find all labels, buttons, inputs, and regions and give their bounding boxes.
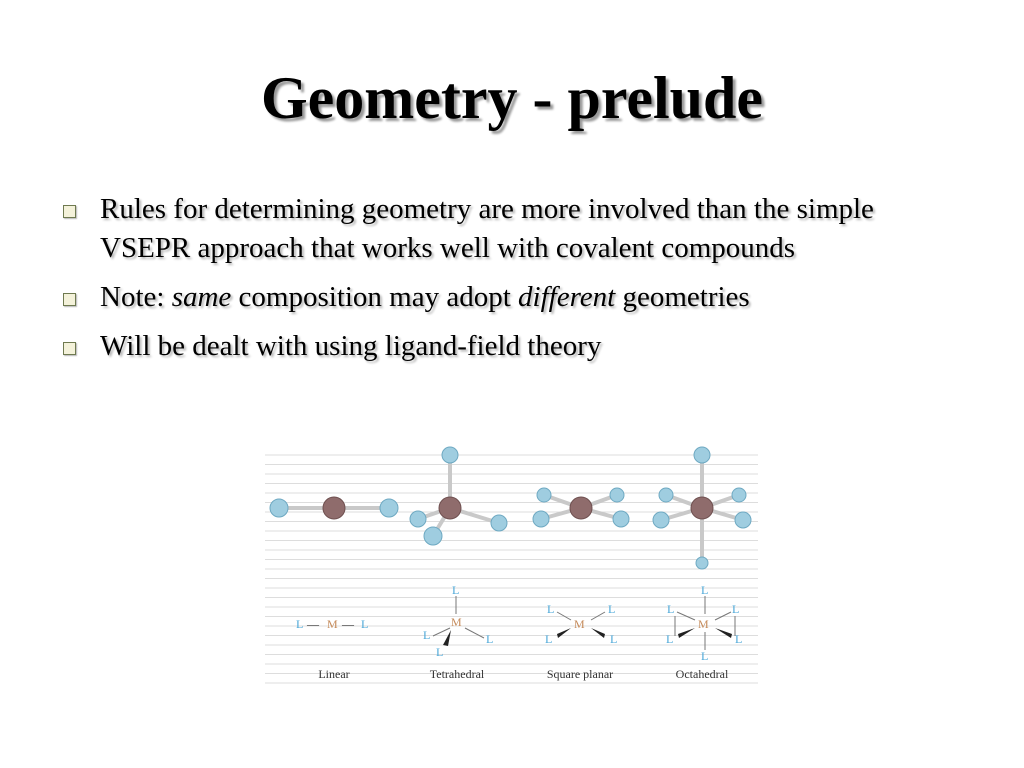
- square-bullet-icon: [63, 342, 76, 355]
- caption-linear: Linear: [318, 667, 350, 681]
- geometry-diagram: [265, 446, 758, 686]
- ligand-ball: [732, 488, 746, 502]
- metal-label: M: [451, 615, 462, 629]
- ligand-ball: [610, 488, 624, 502]
- ligand-ball: [380, 499, 398, 517]
- ligand-label: L: [486, 632, 494, 646]
- bullet-text: Will be dealt with using ligand-field theory: [100, 330, 602, 362]
- bullet-list: [60, 190, 940, 376]
- caption-octahedral: Octahedral: [675, 667, 729, 681]
- ligand-ball: [653, 512, 669, 528]
- bullet-text-end: geometries: [615, 281, 750, 313]
- square-bullet-icon: [63, 293, 76, 306]
- bullet-item: [60, 327, 940, 366]
- ligand-label: L: [436, 645, 444, 659]
- bullet-item: [60, 190, 940, 268]
- bullet-emphasis-same: same: [171, 281, 232, 313]
- ligand-label: L: [296, 617, 304, 631]
- metal-ball: [439, 497, 461, 519]
- ligand-ball: [659, 488, 673, 502]
- bond-dash: —: [307, 617, 319, 631]
- ligand-label: L: [545, 632, 553, 646]
- ligand-ball: [442, 447, 458, 463]
- square-bullet-icon: [63, 205, 76, 218]
- metal-label: M: [698, 617, 709, 631]
- ligand-label: L: [735, 632, 743, 646]
- ligand-ball: [410, 511, 426, 527]
- ligand-label: L: [610, 632, 618, 646]
- ligand-label: L: [608, 602, 616, 616]
- ligand-label: L: [361, 617, 369, 631]
- caption-square-planar: Square planar: [546, 667, 614, 681]
- bullet-text-middle: composition may adopt: [231, 281, 519, 313]
- metal-label: M: [327, 617, 338, 631]
- metal-ball: [570, 497, 592, 519]
- metal-label: M: [574, 617, 585, 631]
- bullet-text: Rules for determining geometry are more involved than the simple VSEPR approach that works well with covalent compounds: [100, 193, 874, 264]
- metal-ball: [323, 497, 345, 519]
- ligand-ball: [735, 512, 751, 528]
- geometry-figure: [265, 446, 758, 686]
- caption-tetrahedral: Tetrahedral: [429, 667, 485, 681]
- ligand-label: L: [732, 602, 740, 616]
- ligand-label: L: [423, 628, 431, 642]
- bullet-text-note-label: Note:: [100, 281, 172, 313]
- bullet-item: [60, 278, 940, 317]
- ligand-ball: [533, 511, 549, 527]
- metal-ball: [691, 497, 713, 519]
- ligand-ball: [696, 557, 708, 569]
- ligand-label: L: [701, 649, 709, 663]
- ligand-label: L: [452, 583, 460, 597]
- ligand-ball: [270, 499, 288, 517]
- ligand-label: L: [667, 602, 675, 616]
- ligand-ball: [491, 515, 507, 531]
- bond-dash: —: [342, 617, 354, 631]
- figure-background: [265, 446, 758, 686]
- ligand-ball: [537, 488, 551, 502]
- ligand-ball: [694, 447, 710, 463]
- ligand-label: L: [547, 602, 555, 616]
- bullet-emphasis-different: different: [518, 281, 616, 313]
- ligand-ball: [424, 527, 442, 545]
- slide-title: Geometry - prelude: [260, 65, 764, 131]
- ligand-label: L: [701, 583, 709, 597]
- ligand-label: L: [666, 632, 674, 646]
- ligand-ball: [613, 511, 629, 527]
